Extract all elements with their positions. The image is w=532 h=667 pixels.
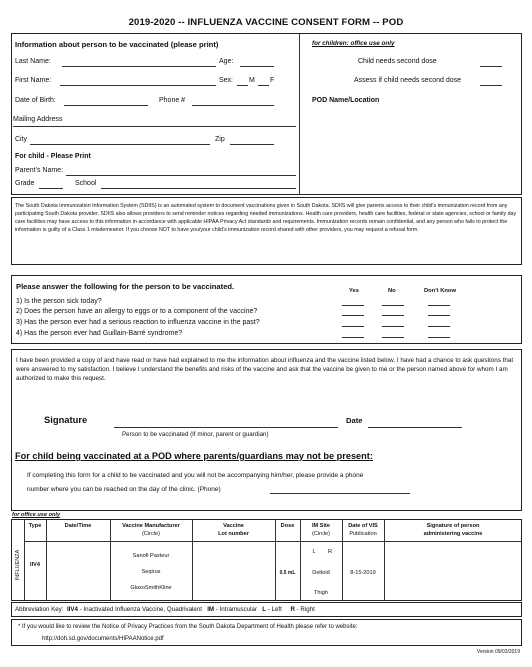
manufacturer-sanofi[interactable]: Sanofi Pasteur bbox=[132, 553, 170, 559]
dob-label: Date of Birth: bbox=[15, 97, 56, 104]
q4-no[interactable] bbox=[382, 337, 404, 338]
signature-caption: Person to be vaccinated (If minor, parent or guardian) bbox=[122, 431, 269, 438]
zip-label: Zip bbox=[215, 136, 225, 143]
city-field[interactable] bbox=[30, 144, 210, 145]
sdiis-box bbox=[11, 197, 522, 265]
td-type: IIV4 bbox=[30, 562, 40, 568]
date-label: Date bbox=[346, 416, 363, 425]
assess-field[interactable] bbox=[480, 85, 502, 86]
th-dose: Dose bbox=[280, 523, 295, 529]
th-lot: Lot number bbox=[218, 531, 249, 537]
abbrev-iiv4-key: IIV4 bbox=[66, 606, 78, 613]
abbrev-r-key: R bbox=[290, 606, 295, 613]
school-label: School bbox=[75, 180, 97, 187]
mailing-address-field[interactable] bbox=[13, 126, 296, 127]
privacy-notice-link[interactable]: http://doh.sd.gov/documents/HIPAANotice.pdf bbox=[42, 636, 164, 642]
sex-f-field[interactable] bbox=[258, 85, 269, 86]
office-use-label: for office use only bbox=[12, 512, 61, 518]
signature-label: Signature bbox=[44, 414, 88, 425]
signature-field[interactable] bbox=[114, 427, 338, 428]
last-name-field[interactable] bbox=[62, 66, 216, 67]
th-signature-sub: administering vaccine bbox=[423, 531, 483, 537]
manufacturer-seqirus[interactable]: Seqirus bbox=[141, 569, 161, 575]
th-vis: Date of VIS bbox=[348, 523, 378, 529]
assess-label: Assess if child needs second dose bbox=[354, 77, 462, 84]
child-pod-phone-field[interactable] bbox=[270, 493, 410, 494]
abbrev-l-val: - Left bbox=[266, 606, 282, 613]
child-pod-heading: For child being vaccinated at a POD where parents/guardians may not be present: bbox=[15, 451, 373, 461]
parent-name-label: Parent's Name: bbox=[15, 167, 64, 174]
administrator-signature-cell[interactable] bbox=[384, 542, 522, 600]
questions-heading: Please answer the following for the person to be vaccinated. bbox=[16, 282, 235, 291]
abbrev-l-key: L bbox=[262, 606, 267, 613]
abbrev-r-val: - Right bbox=[294, 606, 315, 613]
th-vis-sub: Publication bbox=[349, 531, 377, 537]
phone-field[interactable] bbox=[192, 105, 274, 106]
site-right[interactable]: R bbox=[327, 549, 333, 555]
second-dose-label: Child needs second dose bbox=[358, 58, 437, 65]
last-name-label: Last Name: bbox=[15, 58, 51, 65]
abbrev-im-val: - Intramuscular bbox=[214, 606, 258, 613]
q3-yes[interactable] bbox=[342, 326, 364, 327]
question-3: 3) Has the person ever had a serious reaction to influenza vaccine in the past? bbox=[16, 319, 260, 326]
th-manufacturer-sub: (Circle) bbox=[141, 531, 161, 537]
abbreviation-key bbox=[11, 602, 522, 617]
form-title: 2019-2020 -- INFLUENZA VACCINE CONSENT FORM -- POD bbox=[128, 17, 404, 28]
th-signature: Signature of person bbox=[426, 523, 480, 529]
manufacturer-gsk[interactable]: GlaxoSmithKline bbox=[130, 585, 172, 591]
school-field[interactable] bbox=[101, 188, 296, 189]
question-2: 2) Does the person have an allergy to eggs or to a component of the vaccine? bbox=[16, 308, 258, 315]
q1-dont-know[interactable] bbox=[428, 305, 450, 306]
th-site: IM Site bbox=[311, 523, 331, 529]
question-1: 1) Is the person sick today? bbox=[16, 298, 102, 305]
th-date-time: Date/Time bbox=[64, 523, 92, 529]
first-name-label: First Name: bbox=[15, 77, 52, 84]
sex-label: Sex: bbox=[219, 77, 234, 84]
q3-dont-know[interactable] bbox=[428, 326, 450, 327]
q4-yes[interactable] bbox=[342, 337, 364, 338]
th-manufacturer: Vaccine Manufacturer bbox=[122, 523, 180, 529]
q2-no[interactable] bbox=[382, 315, 404, 316]
sdiis-text: The South Dakota Immunization Information System (SDIIS) is an automated system to document vaccinations given in South Dakota. SDIIS will give parents access to their child's immunization record from any participating South Dakota provider. SDIIS also allows providers to send reminder notices regarding needed immunizations. Health care providers, health care facilities, federal or state agencies, school or family day care facilities may have access to this information in accordance with applicable HIPAA Privacy Act standards and requirements. Immunization records remain confidential, and any person who fails to protect the information is guilty of a Class 1 misdemeanor. If you choose NOT to have you/your child's immunization record shared with other providers, you may request a refusal form. bbox=[15, 203, 517, 233]
site-left[interactable]: L bbox=[312, 549, 316, 555]
pod-name-label: POD Name/Location bbox=[312, 97, 380, 104]
col-no: No bbox=[388, 288, 396, 294]
site-thigh[interactable]: Thigh bbox=[314, 590, 328, 596]
phone-label: Phone # bbox=[159, 97, 186, 104]
city-label: City bbox=[15, 136, 28, 143]
first-name-field[interactable] bbox=[60, 85, 216, 86]
th-vaccine: Vaccine bbox=[223, 523, 244, 529]
child-heading: For child - Please Print bbox=[15, 153, 91, 160]
grade-label: Grade bbox=[15, 180, 35, 187]
td-dose: 0.5 mL bbox=[279, 570, 296, 576]
column-divider bbox=[299, 34, 300, 194]
q1-yes[interactable] bbox=[342, 305, 364, 306]
privacy-notice-box bbox=[11, 619, 522, 646]
th-site-sub: (Circle) bbox=[311, 531, 331, 537]
site-deltoid[interactable]: Deltoid bbox=[312, 570, 330, 576]
zip-field[interactable] bbox=[230, 144, 274, 145]
dob-field[interactable] bbox=[64, 105, 148, 106]
q3-no[interactable] bbox=[382, 326, 404, 327]
col-yes: Yes bbox=[349, 288, 359, 294]
version-label: Version 09/03/2019 bbox=[476, 649, 520, 655]
vaccine-table bbox=[11, 519, 522, 601]
signature-date-field[interactable] bbox=[368, 427, 462, 428]
age-label: Age: bbox=[219, 58, 234, 65]
grade-field[interactable] bbox=[39, 188, 63, 189]
consent-text: I have been provided a copy of and have read or have had explained to me the information about influenza and the vaccine listed below. I have had a chance to ask questions that were answered to my satisfaction. I believe I understand the benefits and risks of the vaccine and ask that the vaccine be given to me or the person named above for whom I am authorized to make this request. bbox=[16, 357, 514, 382]
sex-m-label: M bbox=[249, 77, 255, 84]
person-info-box bbox=[11, 33, 522, 195]
office-use-heading: for children: office use only bbox=[312, 40, 395, 47]
th-type: Type bbox=[28, 523, 42, 529]
parent-name-field[interactable] bbox=[66, 175, 296, 176]
second-dose-field[interactable] bbox=[480, 66, 502, 67]
question-4: 4) Has the person ever had Guillain-Barré syndrome? bbox=[16, 330, 183, 337]
q4-dont-know[interactable] bbox=[428, 337, 450, 338]
child-pod-text-1: If completing this form for a child to be vaccinated and you will not be accompanying him/her, please provide a phone bbox=[27, 472, 364, 479]
sex-m-field[interactable] bbox=[237, 85, 248, 86]
abbrev-iiv4-val: - Inactivated Influenza Vaccine, Quadrivalent bbox=[77, 606, 203, 613]
child-pod-text-2: number where you can be reached on the day of the clinic. (Phone) bbox=[27, 486, 221, 493]
questions-box bbox=[11, 275, 522, 344]
consent-box bbox=[11, 349, 522, 511]
col-dont-know: Don't Know bbox=[424, 288, 456, 294]
abbrev-im-key: IM bbox=[207, 606, 215, 613]
q2-yes[interactable] bbox=[342, 315, 364, 316]
row-label-influenza: INFLUENZA bbox=[15, 549, 21, 581]
mailing-address-label: Mailing Address bbox=[13, 116, 63, 123]
abbrev-row bbox=[15, 606, 315, 613]
q1-no[interactable] bbox=[382, 305, 404, 306]
abbrev-label: Abbreviation Key: bbox=[15, 606, 64, 613]
person-info-heading: Information about person to be vaccinated (please print) bbox=[15, 40, 219, 49]
sex-f-label: F bbox=[270, 77, 275, 84]
privacy-notice-text: * If you would like to review the Notice of Privacy Practices from the South Dakota Department of Health please refer to website: bbox=[18, 624, 358, 630]
lot-number-cell[interactable] bbox=[192, 550, 275, 600]
td-vis-date: 8-15-2019 bbox=[350, 570, 376, 576]
q2-dont-know[interactable] bbox=[428, 315, 450, 316]
age-field[interactable] bbox=[240, 66, 274, 67]
